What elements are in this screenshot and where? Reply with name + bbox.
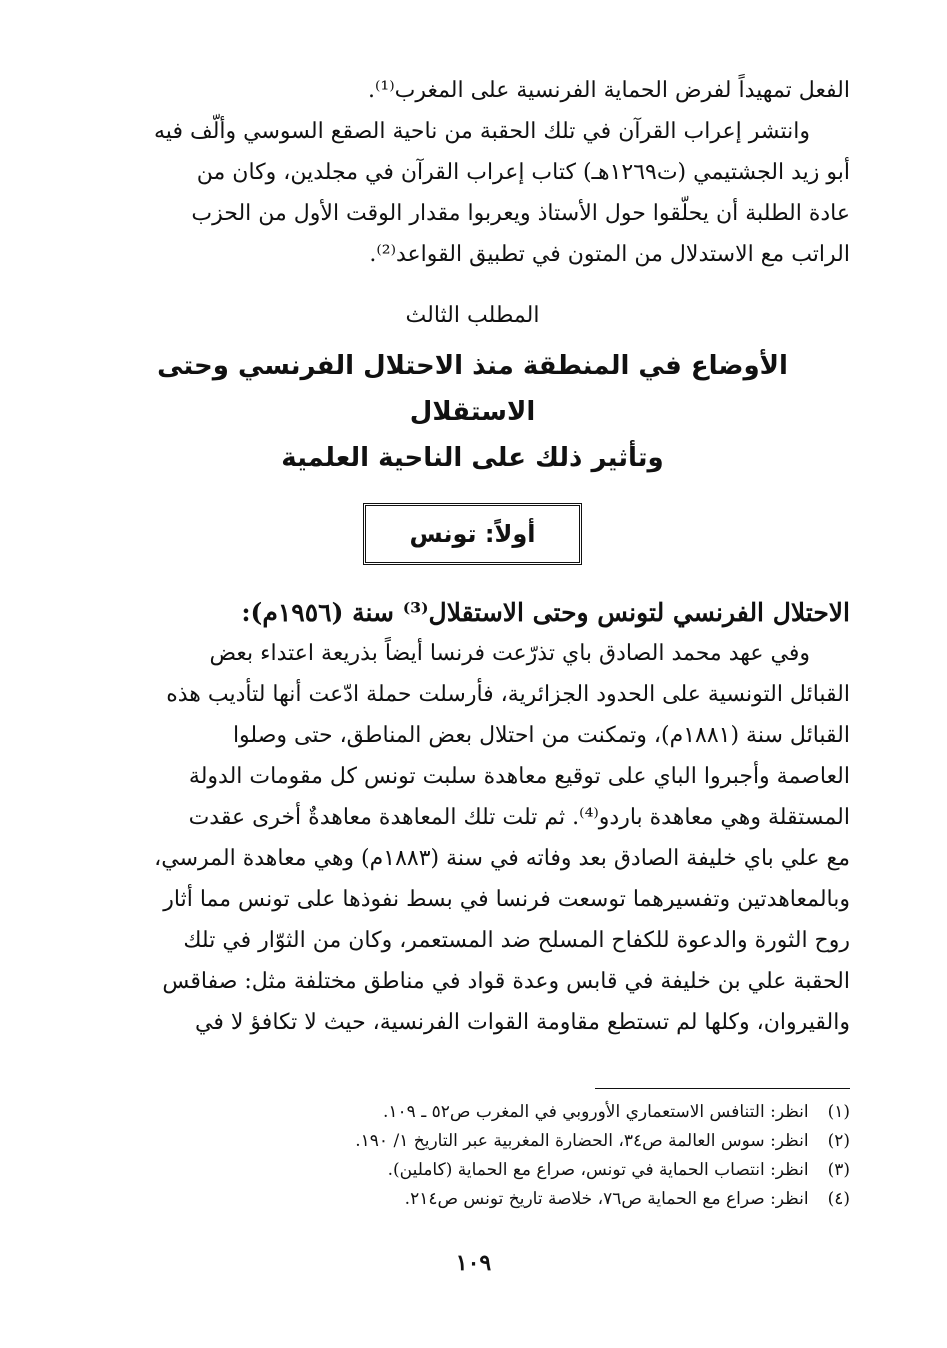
footnote-separator [595,1088,850,1089]
paragraph-line: القبائل التونسية على الحدود الجزائرية، فأرسلت حملة ادّعت أنها لتأديب هذه [166,682,850,707]
footnote-number: (١) [827,1102,850,1122]
page-body [95,70,850,1043]
footnote [95,1127,850,1156]
footnote [95,1185,850,1214]
footnote-number: (٢) [827,1131,850,1151]
section-subheading: الاحتلال الفرنسي لتونس وحتى الاستقلال⁽³⁾ سنة (١٩٥٦م): [241,598,850,627]
paragraph-line: وبالمعاهدتين وتفسيرهما توسعت فرنسا في بسط نفوذها على تونس مما أثار [163,887,850,912]
paragraph-line: العاصمة وأجبروا الباي على توقيع معاهدة سلبت تونس كل مقومات الدولة [188,764,850,789]
footnote-text: انظر: انتصاب الحماية في تونس، صراع مع الحماية (كاملين). [387,1160,809,1180]
page-number: ١٠٩ [455,1250,492,1276]
paragraph-line: المستقلة وهي معاهدة باردو⁽⁴⁾. ثم تلت تلك المعاهدة معاهدةٌ أخرى عقدت [188,805,850,830]
paragraph-line: وفي عهد محمد الصادق باي تذرّعت فرنسا أيضاً بذريعة اعتداء بعض [209,641,810,666]
paragraph-line: الفعل تمهيداً لفرض الحماية الفرنسية على المغرب⁽¹⁾. [367,78,850,103]
paragraph-line: الراتب مع الاستدلال من المتون في تطبيق القواعد⁽²⁾. [369,242,850,267]
footnote [95,1098,850,1127]
chapter-title [95,343,850,481]
paragraph-line: عادة الطلبة أن يحلّقوا حول الأستاذ ويعربوا مقدار الوقت الأول من الحزب [191,201,850,226]
intro-paragraph [95,70,850,111]
paragraph-line: أبو زيد الجشتيمي (ت١٢٦٩هـ) كتاب إعراب القرآن في مجلدين، وكان من [196,160,850,185]
paragraph-line: مع علي باي خليفة الصادق بعد وفاته في سنة (١٨٨٣م) وهي معاهدة المرسي، [154,846,850,871]
footnote-number: (٣) [827,1160,850,1180]
footnotes [95,1098,850,1214]
section-label: المطلب الثالث [405,303,540,328]
footnote-text: انظر: صراع مع الحماية ص٧٦، خلاصة تاريخ تونس ص٢١٤. [404,1189,809,1209]
chapter-title-line: الأوضاع في المنطقة منذ الاحتلال الفرنسي وحتى الاستقلال [157,351,788,427]
paragraph-tunisia-occupation [95,633,850,1043]
paragraph-line: الحقبة علي بن خليفة في قابس وعدة قواد في مناطق مختلفة مثل: صفاقس [162,969,850,994]
footnote-text: انظر: سوس العالمة ص٣٤، الحضارة المغربية عبر التاريخ ١/ ١٩٠. [355,1131,809,1151]
paragraph-line: وانتشر إعراب القرآن في تلك الحقبة من ناحية الصقع السوسي وألّف فيه [154,119,810,144]
paragraph-line: والقيروان، وكلها لم تستطع مقاومة القوات الفرنسية، حيث لا تكافؤ لا في [195,1010,850,1035]
boxed-heading-tunisia: أولاً: تونس [363,503,583,565]
chapter-title-line: وتأثير ذلك على الناحية العلمية [281,443,664,473]
paragraph-line: روح الثورة والدعوة للكفاح المسلح ضد المستعمر، وكان من الثوّار في تلك [183,928,850,953]
footnote-text: انظر: التنافس الاستعماري الأوروبي في المغرب ص٥٢ ـ ١٠٩. [383,1102,809,1122]
footnote [95,1156,850,1185]
boxed-heading-wrapper [95,503,850,565]
paragraph-quran-grammar [95,111,850,275]
paragraph-line: القبائل سنة (١٨٨١م)، وتمكنت من احتلال بعض المناطق، حتى وصلوا [232,723,850,748]
footnote-number: (٤) [827,1189,850,1209]
